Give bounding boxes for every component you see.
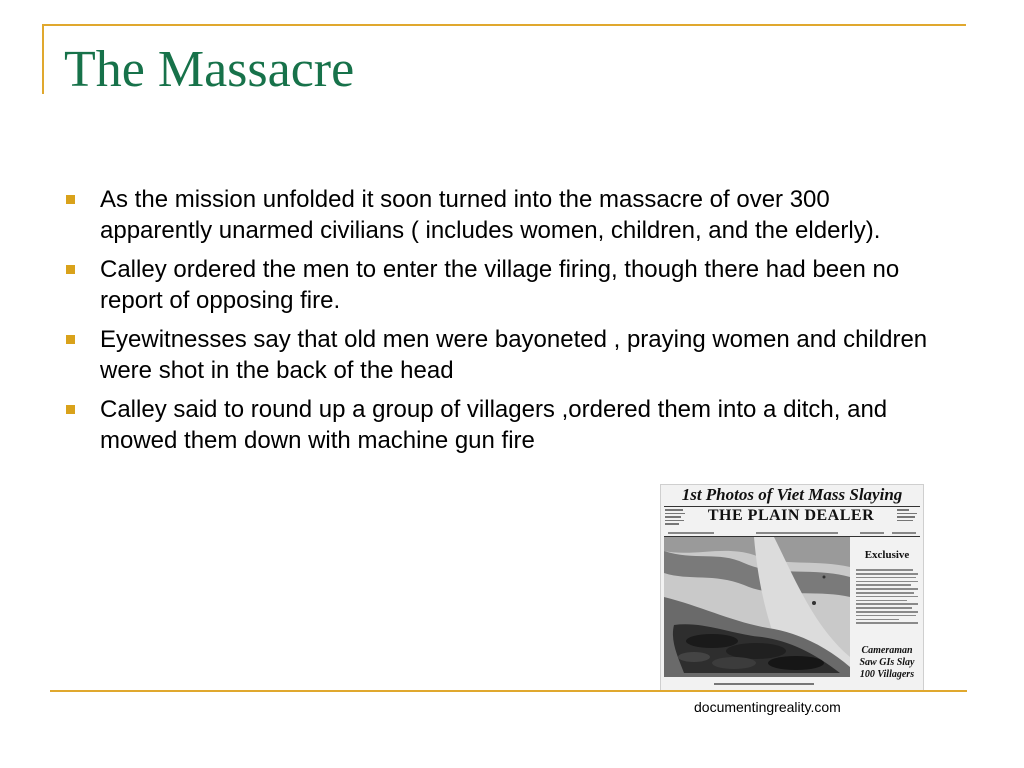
bullet-text: As the mission unfolded it soon turned into the massacre of over 300 apparently unarmed civilians ( includes women, children, and the elderly). [100,186,881,244]
newspaper-weather-ear [663,507,689,531]
slide-frame-top-rule [42,24,966,26]
bullet-text: Eyewitnesses say that old men were bayoneted , praying women and children were shot in the back of the head [100,326,928,384]
newspaper-masthead: THE PLAIN DEALER [707,507,875,524]
newspaper-edition-ear [895,507,921,531]
image-source-credit: documentingreality.com [694,699,841,715]
newspaper-subhead: Cameraman Saw GIs Slay 100 Villagers [859,645,915,680]
road-scene-photo [664,537,850,677]
bullet-item [64,254,944,316]
square-bullet-icon [66,405,75,414]
square-bullet-icon [66,335,75,344]
newspaper-headline: 1st Photos of Viet Mass Slaying [681,485,903,504]
newspaper-exclusive-label: Exclusive [864,549,910,561]
slide-title: The Massacre [64,41,355,98]
newspaper-side-column [853,537,921,689]
bullet-text: Calley ordered the men to enter the village firing, though there had been no report of opposing fire. [100,256,900,314]
newspaper-clipping [660,484,924,692]
bullet-item [64,184,944,246]
newspaper-caption [664,679,920,689]
square-bullet-icon [66,195,75,204]
bullet-item [64,324,944,386]
newspaper-column-text [856,567,918,626]
bullet-list [64,184,944,464]
slide-frame-left-rule [42,24,44,94]
newspaper-photo [664,537,850,677]
bullet-text: Calley said to round up a group of villagers ,ordered them into a ditch, and mowed them down with machine gun fire [100,396,888,454]
square-bullet-icon [66,265,75,274]
slide-frame-bottom-rule [50,690,967,692]
bullet-item [64,394,944,456]
